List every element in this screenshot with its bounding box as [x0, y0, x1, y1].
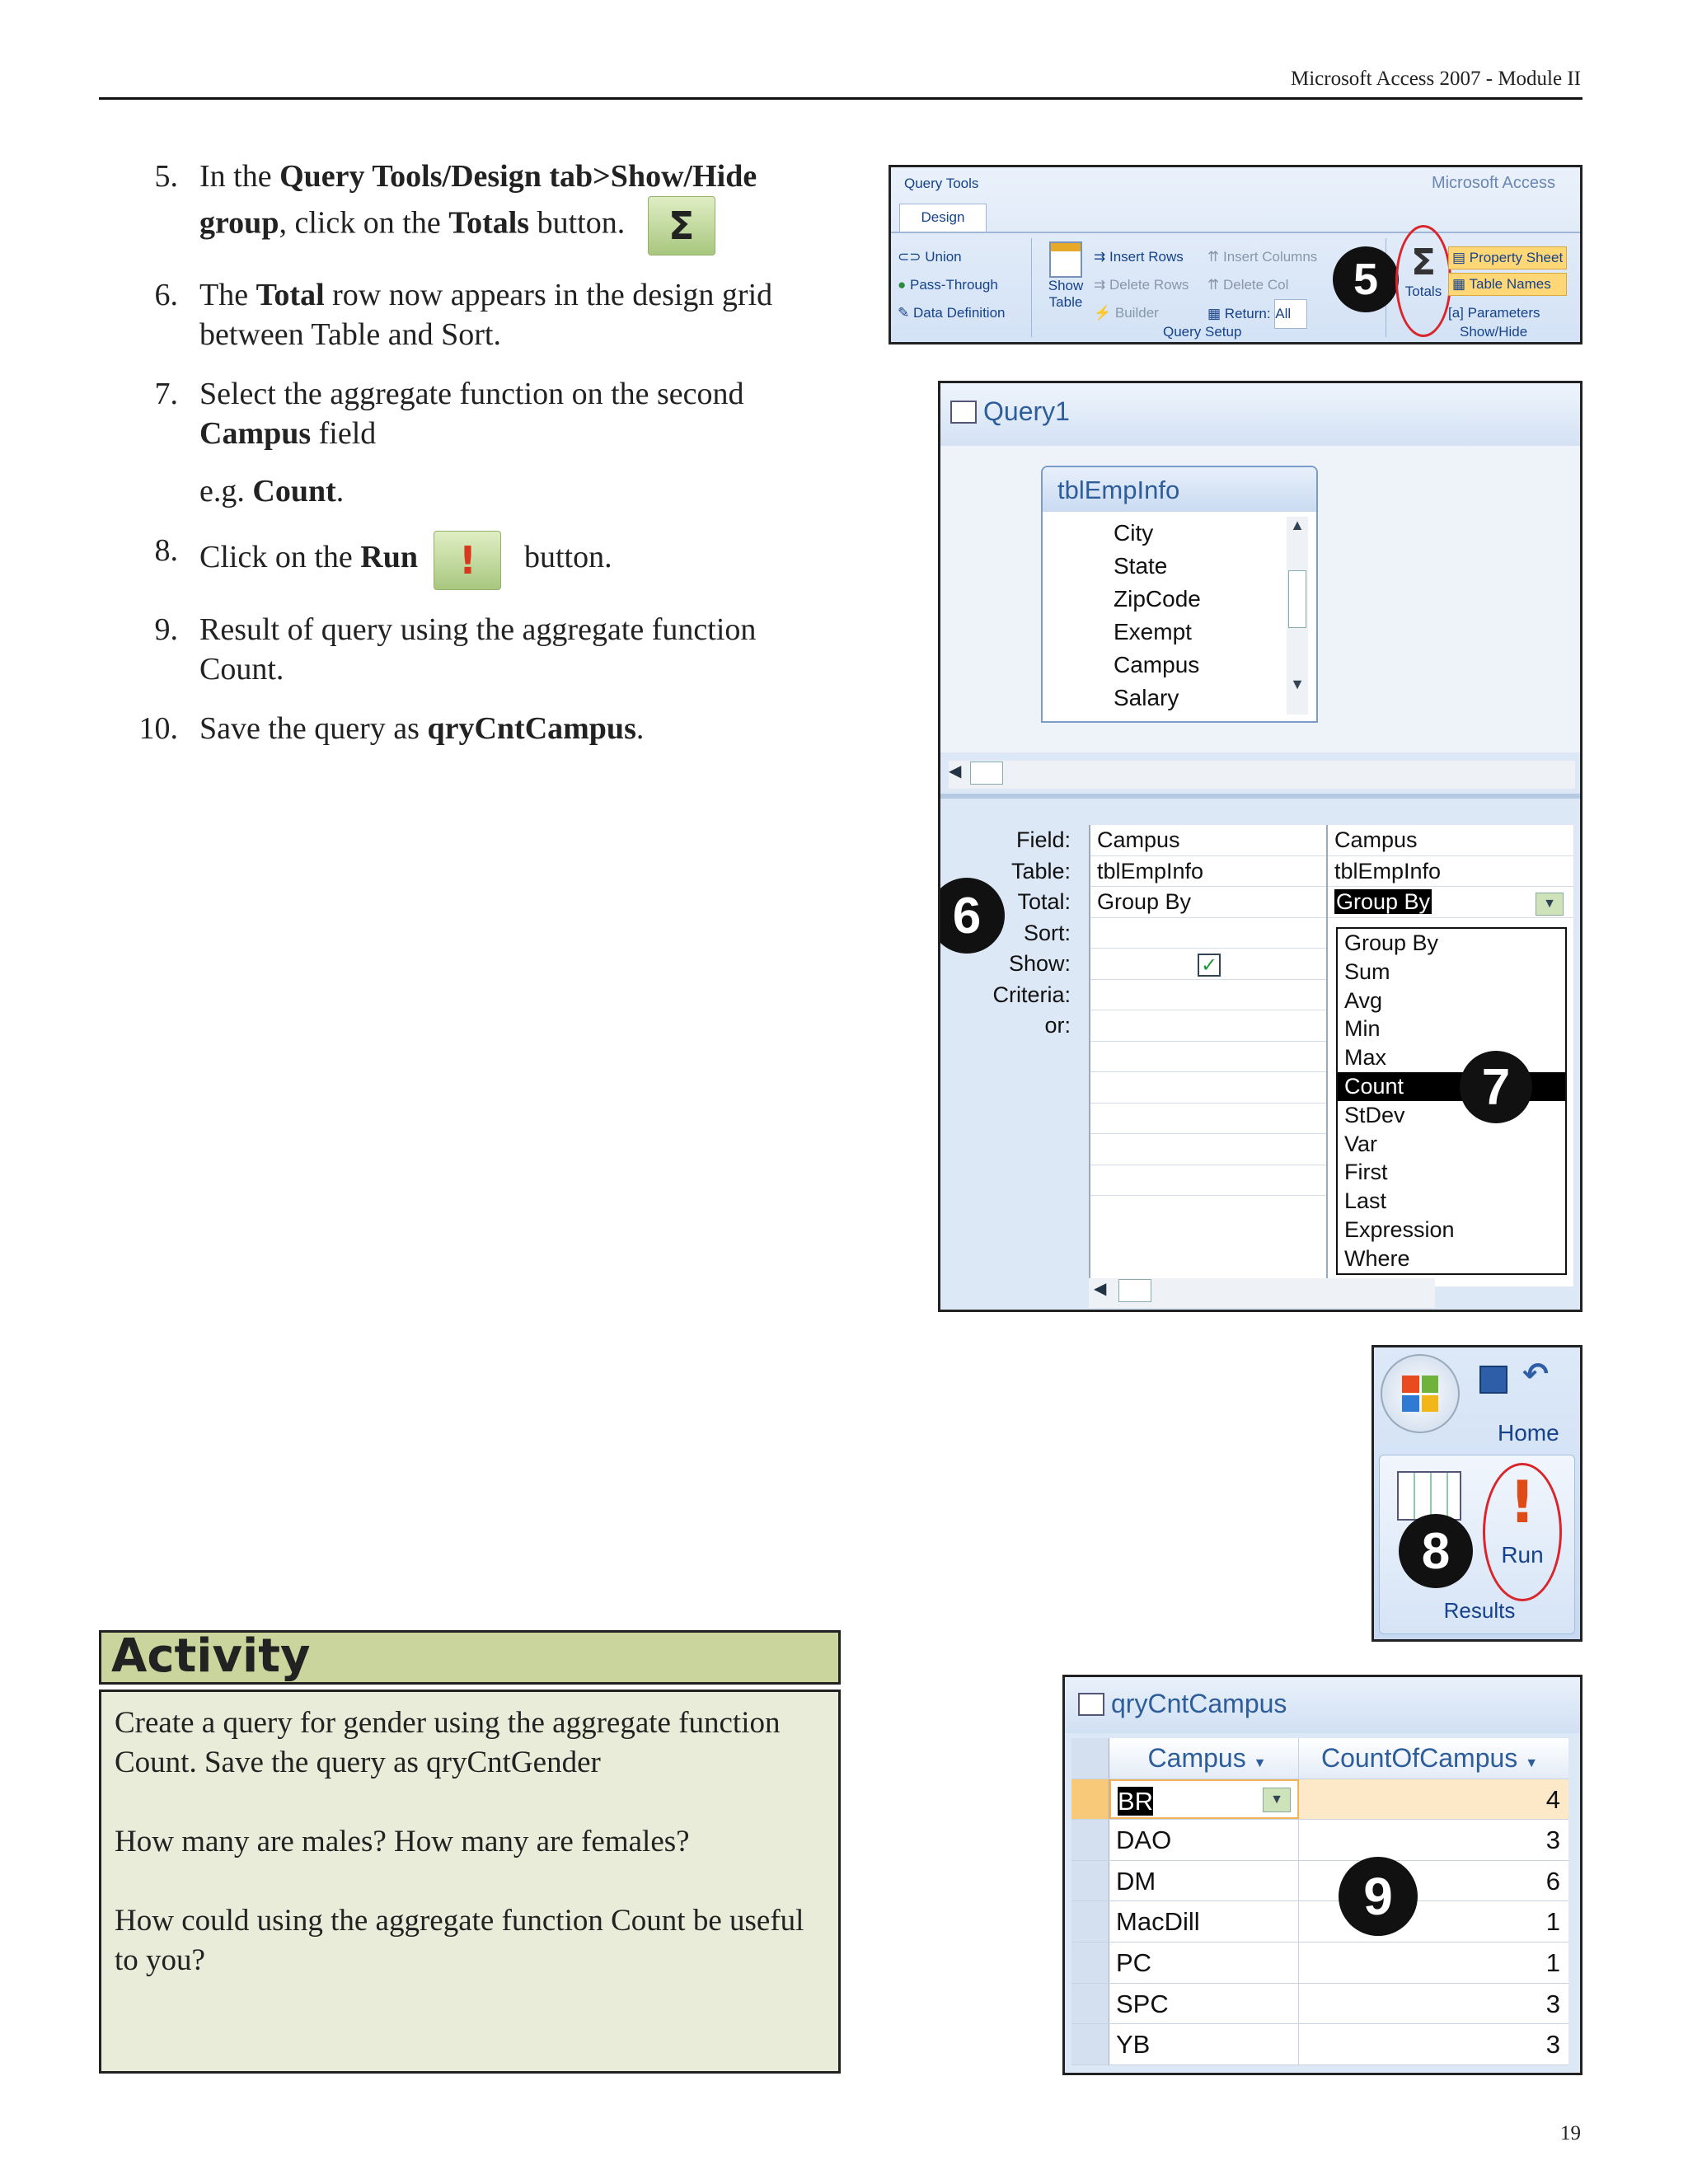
datasheet-header-row	[1071, 1738, 1568, 1779]
chevron-down-icon: ▼	[1525, 1756, 1539, 1770]
grid-field-cell[interactable]: Campus	[1328, 825, 1573, 856]
column-header-countofcampus[interactable]: CountOfCampus ▼	[1299, 1738, 1568, 1779]
field-item[interactable]: Campus	[1114, 652, 1200, 677]
scroll-left-icon: ◀	[949, 762, 962, 780]
run-ribbon-screenshot	[1372, 1345, 1582, 1642]
grid-or-cell[interactable]	[1090, 1010, 1326, 1042]
record-selector[interactable]	[1071, 1943, 1109, 1983]
dropdown-option[interactable]: First	[1344, 1160, 1388, 1185]
insert-columns-icon: ⇈	[1207, 249, 1223, 265]
header-rule	[99, 97, 1582, 100]
table-row[interactable]: SPC 3	[1071, 1984, 1568, 2025]
table-row[interactable]: DM 6	[1071, 1861, 1568, 1902]
dropdown-option-selected[interactable]: Count	[1338, 1072, 1565, 1101]
step-9: 9. Result of query using the aggregate function Count.	[154, 612, 757, 687]
property-sheet-icon: ▤	[1452, 250, 1470, 265]
delete-rows-button[interactable]: ⇉ Delete Rows	[1094, 277, 1189, 293]
return-icon: ▦	[1207, 306, 1225, 321]
table-row[interactable]: DAO 3	[1071, 1820, 1568, 1861]
record-selector[interactable]	[1071, 1861, 1109, 1901]
dropdown-option[interactable]: Where	[1344, 1245, 1410, 1271]
table-row[interactable]: PC 1	[1071, 1943, 1568, 1984]
datasheet-title: qryCntCampus	[1111, 1689, 1287, 1718]
table-names-button[interactable]: ▦ Table Names	[1448, 273, 1567, 296]
office-logo-icon	[1402, 1376, 1438, 1412]
app-title: Microsoft Access	[1431, 174, 1555, 192]
marker-6: 6	[938, 878, 1005, 954]
chevron-down-icon[interactable]: ▼	[1536, 893, 1564, 916]
data-definition-button[interactable]: ✎ Data Definition	[898, 305, 1006, 321]
builder-button[interactable]: ⚡ Builder	[1094, 305, 1159, 321]
grid-criteria-cell[interactable]	[1090, 980, 1326, 1011]
field-item[interactable]: Salary	[1114, 685, 1179, 710]
table-row[interactable]: BR ▼ 4	[1071, 1779, 1568, 1821]
run-button[interactable]: ! Run	[1489, 1471, 1555, 1568]
query-design-window	[938, 381, 1582, 1312]
group-query-setup-label: Query Setup	[1163, 324, 1242, 340]
field-item[interactable]: City	[1114, 520, 1154, 546]
parameters-icon: [a]	[1448, 305, 1468, 321]
insert-rows-button[interactable]: ⇉ Insert Rows	[1094, 249, 1184, 265]
grid-table-cell[interactable]: tblEmpInfo	[1328, 856, 1573, 888]
dropdown-option[interactable]: Expression	[1344, 1216, 1455, 1242]
field-list-title: tblEmpInfo	[1043, 467, 1316, 512]
activity-text: Create a query for gender using the aggregate function Count. Save the query as qryCntGender	[115, 1706, 781, 1779]
scroll-thumb[interactable]	[970, 762, 1003, 785]
builder-icon: ⚡	[1094, 305, 1115, 321]
scroll-thumb[interactable]	[1118, 1279, 1151, 1302]
select-all-corner[interactable]	[1071, 1738, 1109, 1779]
field-item[interactable]: ZipCode	[1114, 586, 1201, 612]
grid-field-cell[interactable]: Campus	[1090, 825, 1326, 856]
step-5: 5. In the Query Tools/Design tab>Show/Hide group, click on the Totals button. Σ	[137, 157, 846, 255]
dropdown-option[interactable]: Min	[1344, 1016, 1381, 1042]
chevron-down-icon: ▼	[1253, 1756, 1267, 1770]
column-header-campus[interactable]: Campus ▼	[1109, 1738, 1299, 1779]
undo-icon[interactable]: ↶	[1522, 1356, 1549, 1392]
header-title: Microsoft Access 2007 - Module II	[1290, 68, 1581, 90]
record-selector[interactable]	[1071, 2024, 1109, 2064]
activity-box	[99, 1690, 841, 2074]
query-icon	[1078, 1693, 1104, 1716]
marker-8: 8	[1399, 1514, 1473, 1588]
field-item[interactable]: State	[1114, 553, 1168, 579]
record-selector[interactable]	[1071, 1984, 1109, 2024]
query-title: Query1	[983, 396, 1070, 426]
show-table-button[interactable]: Show Table	[1043, 241, 1089, 311]
grid-show-cell[interactable]	[1090, 949, 1326, 980]
scroll-left-icon: ◀	[1094, 1280, 1107, 1298]
total-dropdown-list[interactable]	[1336, 927, 1567, 1275]
marker-7: 7	[1460, 1051, 1532, 1123]
table-names-icon: ▦	[1452, 276, 1470, 292]
pane-splitter[interactable]	[940, 794, 1580, 799]
run-exclamation-icon: !	[434, 531, 501, 590]
chevron-down-icon[interactable]: ▼	[1263, 1788, 1291, 1812]
instruction-steps	[137, 157, 846, 768]
group-show-hide-label: Show/Hide	[1460, 324, 1528, 340]
step-7: 7. Select the aggregate function on the second Campus field e.g. Count.	[154, 377, 744, 509]
show-checkbox[interactable]: ✓	[1198, 954, 1221, 977]
sigma-icon: Σ	[1410, 241, 1437, 284]
activity-heading: Activity	[99, 1630, 841, 1685]
delete-columns-icon: ⇈	[1207, 277, 1223, 293]
pencil-icon: ✎	[898, 305, 913, 321]
field-list-scrollbar[interactable]	[1287, 517, 1308, 715]
save-icon[interactable]	[1479, 1366, 1507, 1394]
show-table-icon	[1049, 241, 1082, 278]
grid-scrollbar[interactable]	[1089, 1278, 1435, 1308]
pane-scrollbar[interactable]	[949, 761, 1575, 789]
delete-columns-button[interactable]: ⇈ Delete Col	[1207, 277, 1289, 293]
scroll-down-icon: ▼	[1290, 676, 1305, 692]
field-item[interactable]: Exempt	[1114, 619, 1192, 644]
scroll-up-icon: ▲	[1290, 517, 1305, 533]
tab-design[interactable]: Design	[899, 204, 987, 232]
marker-5: 5	[1333, 246, 1399, 312]
dropdown-option[interactable]: Last	[1344, 1188, 1387, 1214]
record-selector[interactable]	[1071, 1779, 1109, 1820]
dropdown-option[interactable]: Avg	[1344, 987, 1383, 1013]
activity-text: How many are males? How many are females?	[115, 1825, 690, 1858]
record-selector[interactable]	[1071, 1820, 1109, 1860]
grid-total-cell[interactable]: Group By	[1090, 887, 1326, 918]
insert-columns-button[interactable]: ⇈ Insert Columns	[1207, 249, 1318, 265]
dropdown-option[interactable]: StDev	[1344, 1102, 1405, 1127]
union-button[interactable]: ⊂⊃ Union	[898, 249, 962, 265]
property-sheet-button[interactable]: ▤ Property Sheet	[1448, 246, 1567, 269]
step-6: 6. The Total row now appears in the design grid between Table and Sort.	[154, 278, 773, 352]
globe-icon: ●	[898, 277, 910, 293]
scroll-thumb[interactable]	[1288, 570, 1306, 628]
totals-sigma-icon: Σ	[648, 196, 715, 255]
dropdown-option[interactable]: Sum	[1344, 958, 1390, 984]
table-field-list[interactable]	[1041, 466, 1318, 723]
query-icon	[950, 401, 977, 424]
page-number: 19	[1560, 2122, 1581, 2144]
delete-rows-icon: ⇉	[1094, 277, 1109, 293]
ribbon-screenshot: Query Tools Microsoft Access Design ⊂⊃ Union ● Pass-Through ✎ Data Definition Show Table ⇉ Insert Rows ⇉ Delete Rows ⚡ Builder ⇈ Insert Columns ⇈ Delete Col ▦ Return: All Query Setup 5 Σ Totals ▤ Property Sheet ▦ Table Names [a] Parameters Show/Hide	[889, 165, 1582, 344]
grid-sort-cell[interactable]	[1090, 918, 1326, 949]
office-button[interactable]	[1381, 1354, 1460, 1433]
step-8: 8. Click on the Run ! button.	[137, 531, 846, 590]
activity-text: How could using the aggregate function Count be useful to you?	[115, 1904, 804, 1977]
grid-table-cell[interactable]: tblEmpInfo	[1090, 856, 1326, 888]
table-row[interactable]: MacDill 1	[1071, 1901, 1568, 1943]
insert-rows-icon: ⇉	[1094, 249, 1109, 265]
result-datasheet	[1062, 1675, 1582, 2075]
grid-column-1	[1089, 825, 1326, 1286]
step-10: 10. Save the query as qryCntCampus.	[138, 711, 645, 746]
return-select[interactable]: All	[1274, 299, 1307, 329]
union-icon: ⊂⊃	[898, 249, 926, 265]
run-exclamation-icon: !	[1509, 1469, 1536, 1536]
group-results-label: Results	[1443, 1598, 1516, 1623]
parameters-button[interactable]: [a] Parameters	[1448, 305, 1540, 321]
grid-total-combo[interactable]: Group By ▼	[1328, 887, 1573, 918]
grid-row-labels: Field: Table: Total: Sort: Show: Criteria: or:	[992, 827, 1071, 1038]
totals-button[interactable]: Σ Totals	[1402, 241, 1445, 300]
record-selector[interactable]	[1071, 1901, 1109, 1942]
dropdown-option[interactable]: Var	[1344, 1131, 1378, 1156]
table-row[interactable]: YB 3	[1071, 2024, 1568, 2065]
dropdown-option[interactable]: Max	[1344, 1045, 1387, 1071]
pass-through-button[interactable]: ● Pass-Through	[898, 277, 998, 293]
marker-9: 9	[1339, 1857, 1418, 1936]
view-icon[interactable]	[1397, 1471, 1461, 1521]
dropdown-option[interactable]: Group By	[1344, 930, 1439, 955]
tab-home[interactable]: Home	[1498, 1420, 1559, 1446]
context-tab-label: Query Tools	[904, 176, 979, 191]
